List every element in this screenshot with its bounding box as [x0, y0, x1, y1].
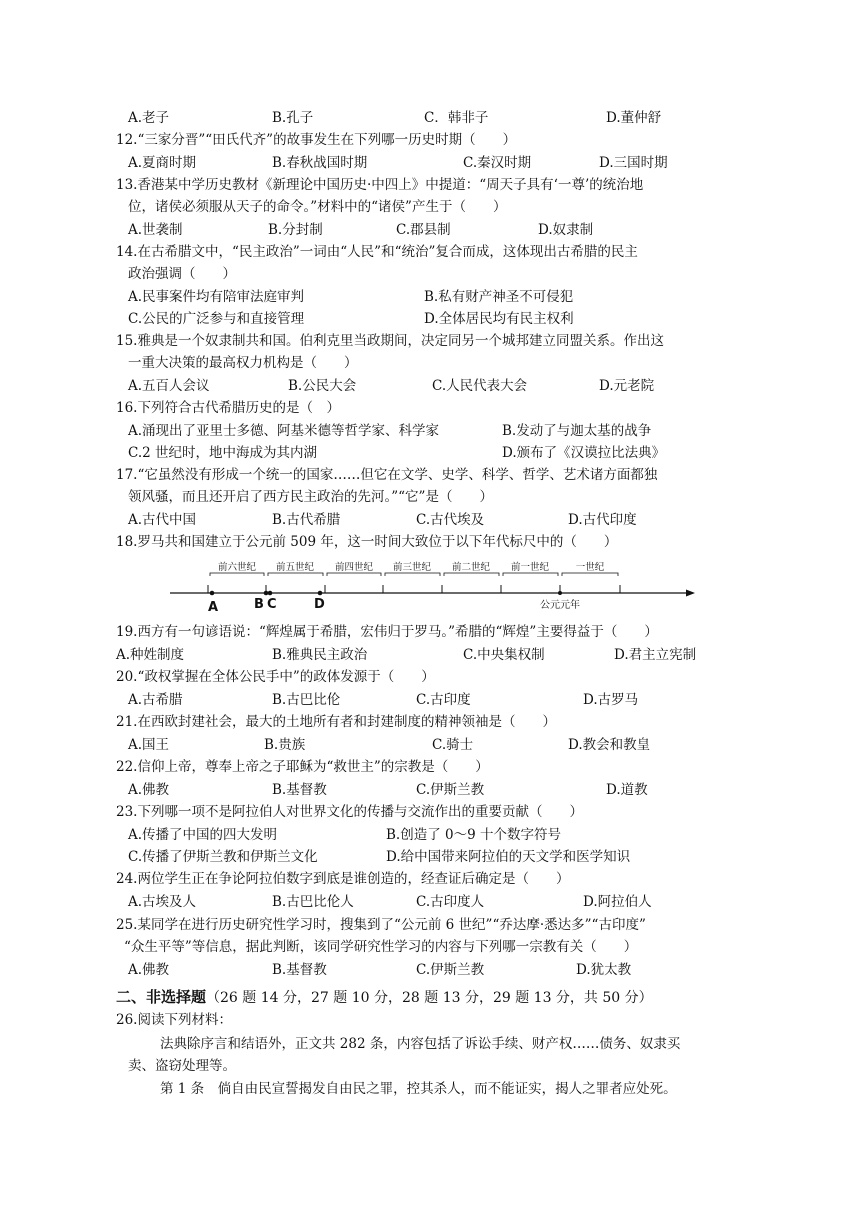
- timeline-era-label: 公元元年: [540, 600, 580, 611]
- q13-stem-line2: 位，诸侯必须服从天子的命令。”材料中的“诸侯”产生于（ ）: [128, 199, 507, 215]
- q12-option-c: C.秦汉时期: [463, 155, 532, 171]
- q14-option-a: A.民事案件均有陪审法庭审判: [128, 289, 305, 305]
- era-timeline-ruler: [160, 556, 700, 616]
- section-title: 二、非选择题: [116, 988, 207, 1006]
- q15-option-a: A.五百人会议: [128, 378, 210, 394]
- q23-option-c: C.传播了伊斯兰教和伊斯兰文化: [128, 849, 318, 865]
- q16-stem: 16.下列符合古代希腊历史的是（ ）: [116, 400, 340, 416]
- q11-option-c: C．韩非子: [424, 110, 489, 126]
- q20-stem: 20.“政权掌握在全体公民手中”的政体发源于（ ）: [116, 669, 435, 685]
- q20-option-a: A.古希腊: [128, 692, 183, 708]
- q14-option-c: C.公民的广泛参与和直接管理: [128, 311, 305, 327]
- q26-material-line2: 卖、盗窃处理等。: [128, 1058, 236, 1074]
- q25-option-a: A.佛教: [128, 962, 170, 978]
- timeline-label-b: B: [254, 597, 264, 612]
- q17-option-c: C.古代埃及: [416, 512, 485, 528]
- q24-option-a: A.古埃及人: [128, 894, 197, 910]
- timeline-brackets: [210, 573, 618, 576]
- q22-option-c: C.伊斯兰教: [416, 782, 485, 798]
- q13-stem-line1: 13.香港某中学历史教材《新理论中国历史·中四上》中提道：“周天子具有‘一尊’的统治地: [116, 177, 644, 193]
- q21-option-c: C.骑士: [432, 737, 474, 753]
- q17-stem-line1: 17.“它虽然没有形成一个统一的国家……但它在文学、史学、科学、哲学、艺术诸方面都独: [116, 467, 658, 483]
- q18-stem: 18.罗马共和国建立于公元前 509 年，这一时间大致位于以下年代标尺中的（ ）: [116, 534, 618, 550]
- q25-option-d: D.犹太教: [576, 962, 632, 978]
- q20-option-b: B.古巴比伦: [272, 692, 341, 708]
- q19-option-a: A.种姓制度: [116, 647, 185, 663]
- q19-option-d: D.君主立宪制: [614, 647, 697, 663]
- century-label: 前二世纪: [451, 562, 491, 573]
- timeline-point-a: [210, 591, 215, 596]
- q12-option-b: B.春秋战国时期: [272, 155, 368, 171]
- q11-option-b: B.孔子: [272, 110, 314, 126]
- timeline-point-b: [264, 591, 269, 596]
- century-label: 前一世纪: [510, 562, 550, 573]
- timeline-origin-point: [558, 591, 562, 595]
- q25-option-c: C.伊斯兰教: [416, 962, 485, 978]
- q13-option-a: A.世袭制: [128, 222, 183, 238]
- q24-option-c: C.古印度人: [416, 894, 485, 910]
- q26-material-line1: 法典除序言和结语外，正文共 282 条，内容包括了诉讼手续、财产权……债务、奴隶买: [160, 1036, 681, 1052]
- q16-option-a: A.涌现出了亚里士多德、阿基米德等哲学家、科学家: [128, 423, 440, 439]
- q19-stem: 19.西方有一句谚语说：“辉煌属于希腊，宏伟归于罗马。”希腊的“辉煌”主要得益于（ ）: [116, 624, 658, 640]
- q23-option-b: B.创造了 0～9 十个数字符号: [386, 827, 561, 843]
- q19-option-b: B.雅典民主政治: [272, 647, 368, 663]
- century-label: 前四世纪: [334, 562, 374, 573]
- q22-option-d: D.道教: [606, 782, 648, 798]
- q22-option-b: B.基督教: [272, 782, 327, 798]
- q12-option-d: D.三国时期: [599, 155, 668, 171]
- q16-option-b: B.发动了与迦太基的战争: [502, 423, 652, 439]
- timeline-label-c: C: [267, 597, 277, 612]
- q17-option-b: B.古代希腊: [272, 512, 341, 528]
- century-label: 前六世纪: [217, 562, 257, 573]
- q12-option-a: A.夏商时期: [128, 155, 197, 171]
- q13-option-c: C.郡县制: [396, 222, 451, 238]
- q26-material-line3: 第 1 条 倘自由民宣誓揭发自由民之罪，控其杀人，而不能证实，揭人之罪者应处死。: [160, 1081, 677, 1097]
- q22-stem: 22.信仰上帝，尊奉上帝之子耶稣为“救世主”的宗教是（ ）: [116, 759, 489, 775]
- q23-option-a: A.传播了中国的四大发明: [128, 827, 278, 843]
- q13-option-d: D.奴隶制: [538, 222, 594, 238]
- section-score-note: （26 题 14 分，27 题 10 分，28 题 13 分，29 题 13 分，共 50 分）: [206, 990, 653, 1006]
- q25-stem-line2: “众生平等”等信息，据此判断，该同学研究性学习的内容与下列哪一宗教有关（ ）: [124, 939, 638, 955]
- q14-option-d: D.全体居民均有民主权利: [424, 311, 574, 327]
- q17-option-d: D.古代印度: [568, 512, 637, 528]
- q11-option-d: D.董仲舒: [606, 110, 662, 126]
- q21-stem: 21.在西欧封建社会，最大的土地所有者和封建制度的精神领袖是（ ）: [116, 714, 556, 730]
- q14-stem-line2: 政治强调（ ）: [128, 266, 236, 282]
- q16-option-d: D.颁布了《汉谟拉比法典》: [502, 445, 666, 461]
- century-label: 前三世纪: [392, 562, 432, 573]
- q25-option-b: B.基督教: [272, 962, 327, 978]
- q17-option-a: A.古代中国: [128, 512, 197, 528]
- q21-option-d: D.教会和教皇: [568, 737, 651, 753]
- q24-stem: 24.两位学生正在争论阿拉伯数字到底是谁创造的，经查证后确定是（ ）: [116, 871, 570, 887]
- q26-stem: 26.阅读下列材料：: [116, 1012, 232, 1028]
- q15-option-c: C.人民代表大会: [432, 378, 528, 394]
- q15-stem-line1: 15.雅典是一个奴隶制共和国。伯利克里当政期间，决定同另一个城邦建立同盟关系。作出这: [116, 333, 664, 349]
- q24-option-d: D.阿拉伯人: [583, 894, 652, 910]
- q20-option-c: C.古印度: [416, 692, 471, 708]
- q15-option-b: B.公民大会: [288, 378, 357, 394]
- q25-stem-line1: 25.某同学在进行历史研究性学习时，搜集到了“公元前 6 世纪”“乔达摩·悉达多”“古印度”: [116, 917, 646, 933]
- q14-option-b: B.私有财产神圣不可侵犯: [424, 289, 574, 305]
- q21-option-a: A.国王: [128, 737, 170, 753]
- section-heading: [116, 986, 653, 1007]
- timeline-label-d: D: [314, 597, 325, 612]
- q11-option-a: A.老子: [128, 110, 170, 126]
- q22-option-a: A.佛教: [128, 782, 170, 798]
- q21-option-b: B.贵族: [264, 737, 306, 753]
- q15-option-d: D.元老院: [599, 378, 655, 394]
- q17-stem-line2: 领风骚，而且还开启了西方民主政治的先河。”“它”是（ ）: [128, 489, 493, 505]
- q24-option-b: B.古巴比伦人: [272, 894, 354, 910]
- century-label: 一世纪: [575, 562, 605, 573]
- q20-option-d: D.古罗马: [583, 692, 639, 708]
- timeline-label-a: A: [208, 600, 219, 615]
- q23-option-d: D.给中国带来阿拉伯的天文学和医学知识: [386, 849, 631, 865]
- q12-stem: 12.“三家分晋”“田氏代齐”的故事发生在下列哪一历史时期（ ）: [116, 132, 517, 148]
- q13-option-b: B.分封制: [268, 222, 323, 238]
- q14-stem-line1: 14.在古希腊文中，“民主政治”一词由“人民”和“统治”复合而成，这体现出古希腊的民主: [116, 244, 638, 260]
- timeline-arrow-icon: [686, 590, 695, 597]
- q16-option-c: C.2 世纪时，地中海成为其内湖: [128, 445, 318, 461]
- q23-stem: 23.下列哪一项不是阿拉伯人对世界文化的传播与交流作出的重要贡献（ ）: [116, 804, 583, 820]
- q15-stem-line2: 一重大决策的最高权力机构是（ ）: [128, 355, 358, 371]
- century-label: 前五世纪: [275, 562, 315, 573]
- q19-option-c: C.中央集权制: [463, 647, 545, 663]
- timeline-point-c: [268, 591, 273, 596]
- timeline-point-d: [318, 591, 323, 596]
